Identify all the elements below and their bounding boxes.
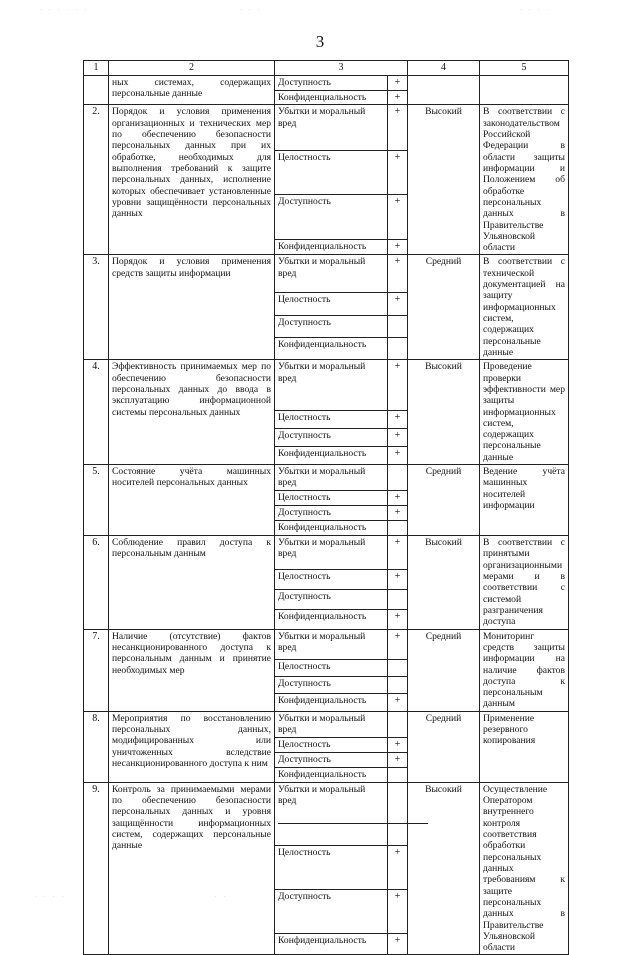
- basis-text: Применение резервного копирования: [480, 711, 569, 782]
- property-name: Убытки и моральный вред: [275, 360, 388, 411]
- property-name: Убытки и моральный вред: [275, 536, 388, 570]
- header-cell: 3: [275, 61, 408, 76]
- property-mark: +: [388, 889, 408, 933]
- risk-level: Высокий: [408, 782, 480, 955]
- table-row: [84, 75, 569, 90]
- table-row: [84, 360, 569, 411]
- property-name: Доступность: [275, 75, 388, 90]
- property-mark: [388, 711, 408, 737]
- property-name: Конфиденциальность: [275, 767, 388, 782]
- table-row: [84, 105, 569, 151]
- property-name: Целостность: [275, 150, 388, 195]
- table-row: [84, 711, 569, 737]
- property-name: Целостность: [275, 293, 388, 315]
- property-name: Конфиденциальность: [275, 934, 388, 955]
- closing-rule: [278, 823, 428, 824]
- measure-text: Мероприятия по восстановлению персональных данных, модифицированных или уничтоженных вследствие несанкционированного доступа к ним: [109, 711, 275, 782]
- property-name: Целостность: [275, 659, 388, 676]
- property-mark: +: [388, 105, 408, 151]
- table-row: [84, 465, 569, 491]
- property-name: Целостность: [275, 845, 388, 889]
- property-mark: +: [388, 491, 408, 506]
- risk-level: Высокий: [408, 360, 480, 465]
- property-mark: +: [388, 609, 408, 629]
- property-mark: [388, 659, 408, 676]
- property-mark: [388, 767, 408, 782]
- property-name: Целостность: [275, 570, 388, 590]
- row-number: 8.: [84, 711, 109, 782]
- property-mark: +: [388, 536, 408, 570]
- property-name: Убытки и моральный вред: [275, 711, 388, 737]
- property-mark: +: [388, 360, 408, 411]
- property-name: Убытки и моральный вред: [275, 255, 388, 293]
- measure-text: Наличие (отсутствие) фактов несанкционированного доступа к персональным данным и принятие необходимых мер: [109, 629, 275, 711]
- risk-level: [408, 75, 480, 105]
- property-name: Целостность: [275, 411, 388, 429]
- row-number: [84, 75, 109, 105]
- property-name: Доступность: [275, 506, 388, 521]
- basis-text: В соответствии с принятыми организационными мерами и в соответствии с системой разграничения доступа: [480, 536, 569, 630]
- measure-text: Соблюдение правил доступа к персональным данным: [109, 536, 275, 630]
- property-mark: +: [388, 411, 408, 429]
- property-name: Убытки и моральный вред: [275, 465, 388, 491]
- property-mark: +: [388, 629, 408, 659]
- property-name: Убытки и моральный вред: [275, 782, 388, 845]
- property-mark: +: [388, 934, 408, 955]
- basis-text: Осуществление Оператором внутреннего контроля соответствия обработки персональных данных требованиям к защите персональных данных в Правительстве Ульяновской области: [480, 782, 569, 955]
- property-name: Конфиденциальность: [275, 239, 388, 255]
- measure-text: Эффективность принимаемых мер по обеспечению безопасности персональных данных до ввода в эксплуатацию информационной системы персональных данных: [109, 360, 275, 465]
- measure-text: Порядок и условия применения организационных и технических мер по обеспечению безопасности персональных данных при их обработке, необходимых для выполнения требований к защите персональных данных, исполнение которых обеспечивает установленные уровни защищённости персональных данных: [109, 105, 275, 255]
- table-row: [84, 255, 569, 293]
- table-row: [84, 782, 569, 845]
- property-name: Доступность: [275, 752, 388, 767]
- header-cell: 4: [408, 61, 480, 76]
- property-name: Целостность: [275, 737, 388, 752]
- property-name: Целостность: [275, 491, 388, 506]
- property-mark: +: [388, 737, 408, 752]
- risk-level: Средний: [408, 629, 480, 711]
- header-row: [84, 61, 569, 76]
- property-name: Убытки и моральный вред: [275, 105, 388, 151]
- property-mark: [388, 590, 408, 610]
- property-mark: +: [388, 90, 408, 105]
- property-mark: [388, 782, 408, 845]
- measure-text: Контроль за принимаемыми мерами по обеспечению безопасности персональных данных и уровня защищённости информационных систем, содержащих персональные данные: [109, 782, 275, 955]
- risk-level: Высокий: [408, 105, 480, 255]
- property-mark: +: [388, 570, 408, 590]
- risk-level: Средний: [408, 711, 480, 782]
- property-mark: +: [388, 195, 408, 240]
- basis-text: Проведение проверки эффективности мер защиты информационных систем, содержащих персональные данные: [480, 360, 569, 465]
- header-cell: 1: [84, 61, 109, 76]
- header-cell: 5: [480, 61, 569, 76]
- property-mark: +: [388, 429, 408, 447]
- property-name: Убытки и моральный вред: [275, 629, 388, 659]
- property-name: Конфиденциальность: [275, 694, 388, 711]
- property-mark: +: [388, 255, 408, 293]
- basis-text: Мониторинг средств защиты информации на наличие фактов доступа к персональным данным: [480, 629, 569, 711]
- property-mark: +: [388, 845, 408, 889]
- basis-text: [480, 75, 569, 105]
- property-mark: +: [388, 506, 408, 521]
- risk-level: Высокий: [408, 536, 480, 630]
- property-name: Доступность: [275, 590, 388, 610]
- property-mark: +: [388, 239, 408, 255]
- table-row: [84, 536, 569, 570]
- row-number: 3.: [84, 255, 109, 360]
- property-name: Доступность: [275, 429, 388, 447]
- basis-text: В соответствии с законодательством Российской Федерации в области защиты информации и Положением об обработке персональных данных в Правительстве Ульяновской области: [480, 105, 569, 255]
- row-number: 7.: [84, 629, 109, 711]
- property-mark: [388, 315, 408, 337]
- table-row: [84, 629, 569, 659]
- basis-text: Ведение учёта машинных носителей информации: [480, 465, 569, 536]
- property-name: Конфиденциальность: [275, 609, 388, 629]
- property-mark: +: [388, 75, 408, 90]
- measure-text: Состояние учёта машинных носителей персональных данных: [109, 465, 275, 536]
- property-mark: [388, 465, 408, 491]
- property-name: Доступность: [275, 677, 388, 694]
- property-mark: [388, 521, 408, 536]
- measures-table: [83, 60, 569, 955]
- property-name: Доступность: [275, 889, 388, 933]
- property-mark: +: [388, 752, 408, 767]
- risk-level: Средний: [408, 255, 480, 360]
- measure-text: ных системах, содержащих персональные данные: [109, 75, 275, 105]
- property-mark: [388, 337, 408, 359]
- row-number: 9.: [84, 782, 109, 955]
- property-name: Доступность: [275, 195, 388, 240]
- row-number: 5.: [84, 465, 109, 536]
- property-name: Доступность: [275, 315, 388, 337]
- property-name: Конфиденциальность: [275, 521, 388, 536]
- property-mark: +: [388, 447, 408, 465]
- row-number: 2.: [84, 105, 109, 255]
- property-mark: +: [388, 150, 408, 195]
- header-cell: 2: [109, 61, 275, 76]
- property-name: Конфиденциальность: [275, 90, 388, 105]
- property-mark: +: [388, 694, 408, 711]
- row-number: 4.: [84, 360, 109, 465]
- row-number: 6.: [84, 536, 109, 630]
- basis-text: В соответствии с технической документацией на защиту информационных систем, содержащих персональные данные: [480, 255, 569, 360]
- property-mark: [388, 677, 408, 694]
- risk-level: Средний: [408, 465, 480, 536]
- property-name: Конфиденциальность: [275, 337, 388, 359]
- property-mark: +: [388, 293, 408, 315]
- measure-text: Порядок и условия применения средств защиты информации: [109, 255, 275, 360]
- page-number: 3: [315, 32, 325, 51]
- property-name: Конфиденциальность: [275, 447, 388, 465]
